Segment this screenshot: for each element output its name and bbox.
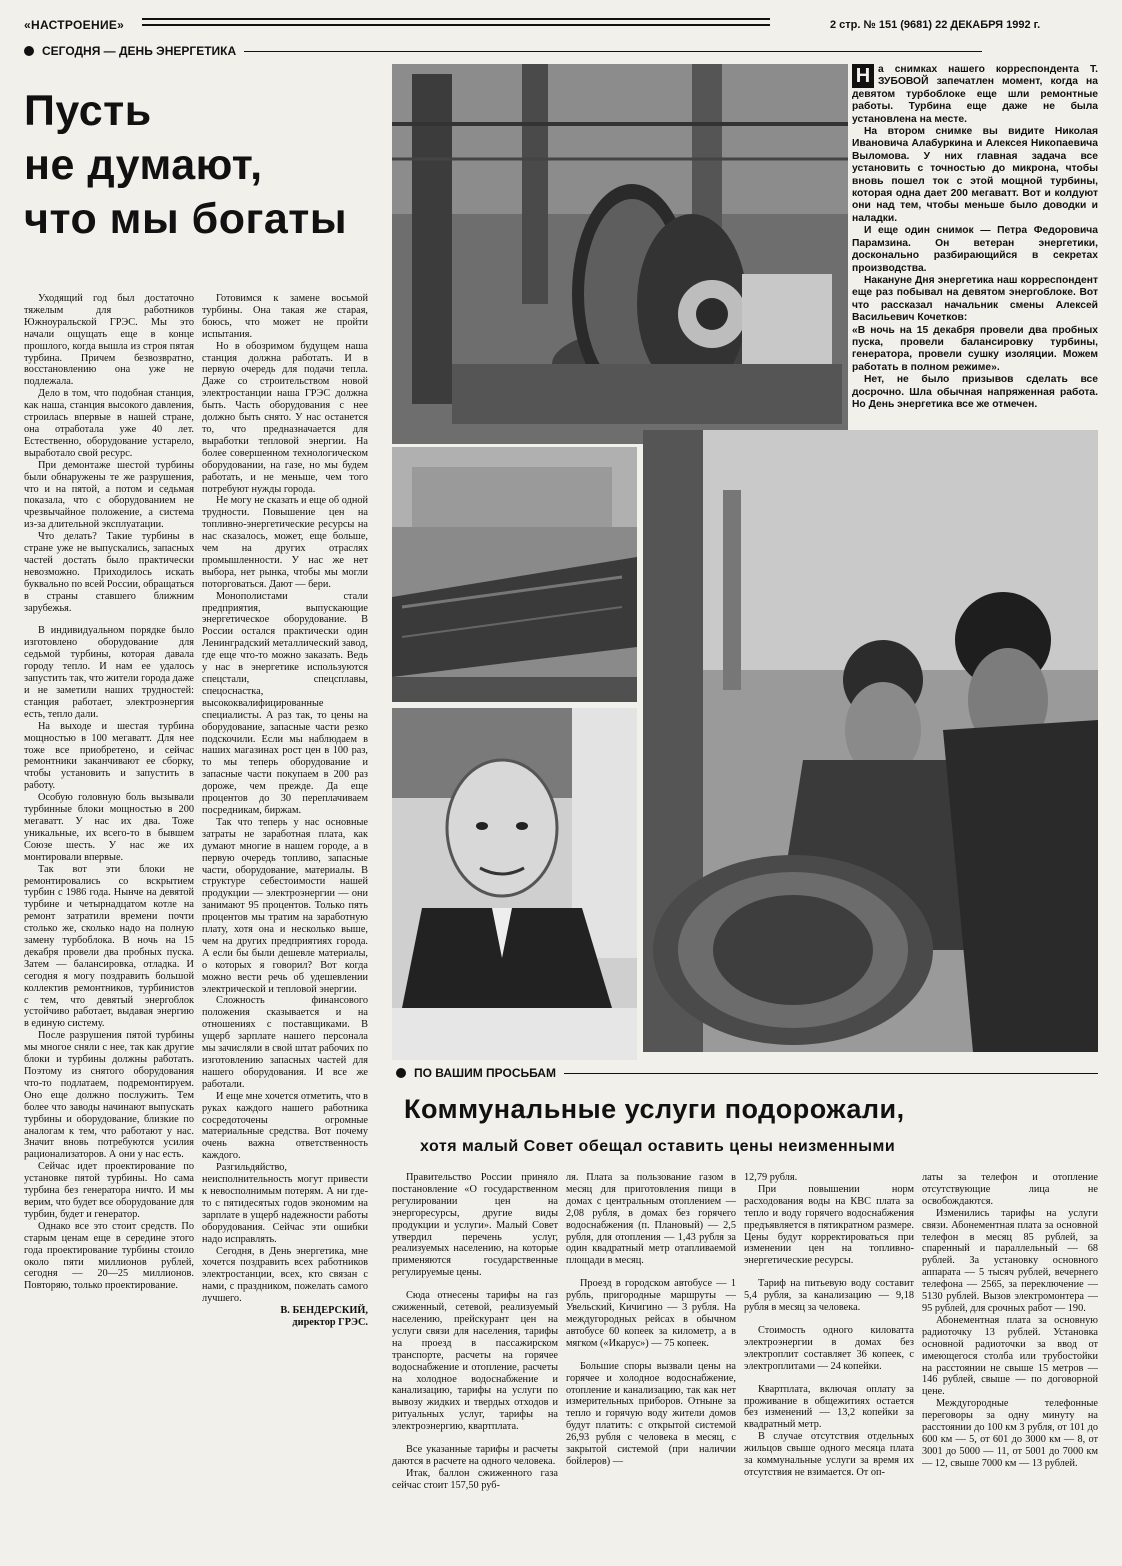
rubric-by-request [396,1066,1098,1080]
photo-workers-generator [643,430,1098,1052]
paragraph: При повышении норм расходования воды на КВС плата за тепло и воду горячего водоснабжения предъявляется в пятикратном размере. Цены будут корректироваться при изменении цен на топливно-энергетические ресурсы. [744,1183,914,1267]
caption-paragraph: а снимках нашего корреспондента Т. ЗУБОВОЙ запечатлен момент, когда на девятом турбоблоке еще шли ремонтные работы. Турбина еще даже не была установлена на месте. [852,64,1098,125]
paragraph: Готовимся к замене восьмой турбины. Она такая же старая, боюсь, что может не пройти испытания. [202,293,368,340]
paragraph: В индивидуальном порядке было изготовлено оборудование для седьмой турбины, которая давала городу тепло. И нам ее удалось запустить так, что жители города даже и не заметили наших трудностей: станция работает, электроэнергия есть, тепло дали. [24,625,194,720]
headline-line: не думают, [24,141,263,189]
paragraph: Сейчас идет проектирование по установке пятой турбины. Но сама турбина без генератора ничто. И мы верим, что будет все оборудование для турбин, будет и генератор. [24,1161,194,1220]
paragraph: Монополистами стали предприятия, выпускающие энергетическое оборудование. В России остался практически один Ленинградский металлический завод, где еще что-то можно заказать. Ведь у нас в энергетике используются спецстали, спецсплавы, спецоснастка, высококвалифицированные специалисты. А раз так, то цены на оборудование, запасные части резко подскочили. Если мы наблюдаем в наших магазинах рост цен в 100 раз, то мы теперь оборудование и запасные части покупаем в 200 раз дороже, чем прежде. Да еще процентов до 30 переплачиваем посредникам, биржам. [202,590,368,816]
paragraph: Уходящий год был достаточно тяжелым для работников Южноуральской ГРЭС. Мы это начали ощущать еще в конце прошлого, когда вышла из строя пятая турбина. Причем безвозвратно, восстановлению она уже не подлежала. [24,293,194,388]
bullet-icon [396,1068,406,1078]
masthead-rule [142,18,770,26]
article2-subheadline: хотя малый Совет обещал оставить цены неизменными [420,1138,896,1155]
paragraph: Но в обозримом будущем наша станция должна работать. И в первую очередь для подачи тепла. Даже со строительством новой электростанции наша ГРЭС должна быть. Часть оборудования с нее должно быть снято. У нас останется то, что предназначается для выработки тепловой энергии. На более совершенном технологическом оборудовании, на газе, но мы будем работать, и не меньше, чем того потребуют нужды города. [202,340,368,495]
paragraph: Абонементная плата за основную радиоточку 13 рублей. Установка основной радиоточки за ввод от имеющегося столба или трубостойки на расстоянии не свыше 15 метров — 146 рублей, свыше — по договорной цене. [922,1314,1098,1398]
rubric-energy-day [24,44,982,58]
headline-line: Пусть [24,87,152,135]
paragraph: Не могу не сказать и еще об одной трудности. Повышение цен на топливно-энергетические ресурсы на нас сказалось, может, еще больше, чем на других отраслях промышленности. У нас же нет выбора, нет рынка, чтобы мы могли поторговаться. Дают — бери. [202,495,368,590]
signature-title: директор ГРЭС. [292,1316,368,1328]
paragraph: ля. Плата за пользование газом в месяц для приготовления пищи в домах с центральным отоплением — 2,08 рубля, в домах без горячего водоснабжения (п. Плановый) — 2,5 рубля, для отопления — 1,43 рубля за один квадратный метр отапливаемой площади в месяц. [566,1172,736,1267]
photo-caption [852,64,1098,452]
paragraph: Сложность финансового положения сказывается и на отношениях с поставщиками. В ущерб зарплате нашего персонала мы зачисляли в свой штат рабочих по изготовлению запасных частей для нашего оборудования. И все же работали. [202,995,368,1090]
paragraph: Что делать? Такие турбины в стране уже не выпускались, запасных частей достать было практически невозможно. Приходилось искать буквально по всей России, обращаться в страны ставшего ближним зарубежья. [24,531,194,614]
paragraph: Сегодня, в День энергетика, мне хочется поздравить всех работников электростанции, всех, кто связан с нами, с праздником, пожелать самого лучшего. [202,1245,368,1305]
article-column-1 [24,293,194,1561]
caption-paragraph: «В ночь на 15 декабря провели два пробных пуска, провели балансировку турбины, генератора, провели сушку изоляции. Можем работать в полном режиме». [852,324,1098,373]
paragraph: При демонтаже шестой турбины были обнаружены те же разрушения, что и на пятой, а потом и седьмая показала, что с оборудованием не чрезвычайное положение, а система из-за длительной эксплуатации. [24,459,194,531]
paragraph: В случае отсутствия отдельных жильцов свыше одного месяца плата за коммунальные услуги за время их отсутствия не взимается. От оп- [744,1431,914,1478]
paragraph: И еще мне хочется отметить, что в руках каждого нашего работника сосредоточены огромные материальные средства. Вот почему очень важна ответственность каждого. [202,1090,368,1162]
paragraph: Итак, баллон сжиженного газа сейчас стоит 157,50 руб- [392,1467,558,1491]
rubric-label: ПО ВАШИМ ПРОСЬБАМ [414,1066,556,1080]
photo-plant-floor [392,447,637,702]
paragraph: После разрушения пятой турбины мы многое сняли с нее, так как другие блоки и турбины должны работать. Поэтому из снятого оборудования что-то подлатаем, подремонтируем. Оно еще должно послужить. Тем более что заводы начинают выпускать турбины и оборудование, близкие по аналогам к тем, что работают у нас. Значит вновь потребуются усилия рационализаторов. А они у нас есть. [24,1030,194,1161]
article2-headline: Коммунальные услуги подорожали, [404,1094,905,1124]
bullet-icon [24,46,34,56]
rubric-label: СЕГОДНЯ — ДЕНЬ ЭНЕРГЕТИКА [42,44,237,58]
paragraph: Квартплата, включая оплату за проживание в общежитиях остается без изменений — 13,2 копейки за квадратный метр. [744,1383,914,1431]
article2-column-3 [744,1172,914,1562]
article2-column-2 [566,1172,736,1562]
paragraph: Все указанные тарифы и расчеты даются в расчете на одного человека. [392,1444,558,1467]
paragraph: Однако все это стоит средств. По старым ценам еще в середине этого года проектирование турбины стоило около пяти миллионов рублей, сегодня — 20—25 миллионов. Повторяю, только проектирование. [24,1220,194,1292]
paragraph: Правительство России приняло постановление «О государственном регулировании цен на энергоресурсы, другие виды продукции и услуги». Малый Совет утвердил перечень услуг, реализуемых населению, на которые применяются государственные регулируемые цены. [392,1172,558,1279]
section-title: «НАСТРОЕНИЕ» [24,18,125,32]
paragraph: Стоимость одного киловатта электроэнергии в домах без электроплит составляет 36 копеек, с электроплитами — 24 копейки. [744,1324,914,1372]
article2-column-1 [392,1172,558,1562]
paragraph: Сюда отнесены тарифы на газ сжиженный, сетевой, реализуемый населению, прейскурант цен на услуги связи для населения, тарифы на проезд в пассажирском транспорте, расчеты на горячее водоснабжение и отопление, расчеты на холодное водоснабжение и канализацию, тарифы на услуги по вывозу жидких и твердых отходов и ритуальных услуг, тарифы на электроэнергию, квартплата. [392,1290,558,1433]
caption-paragraph: На втором снимке вы видите Николая Ивановича Алабуркина и Алексея Никопаевича Выломова. У них главная задача все установить с точностью до микрона, чтобы вновь пошел ток с этой мощной турбины, которая одна дает 200 мегаватт. Вот и колдуют они над тем, чтобы меньше было доводки и наладки. [852,126,1098,224]
paragraph: Тариф на питьевую воду составит 5,4 рубля, за канализацию — 9,18 рубля в месяц за человека. [744,1278,914,1314]
caption-paragraph: Накануне Дня энергетика наш корреспондент еще раз побывал на девятом энергоблоке. Вот что рассказал начальник смены Алексей Васильевич Кочетков: [852,274,1098,324]
issue-info: 2 стр. № 151 (9681) 22 ДЕКАБРЯ 1992 г. [830,19,1041,31]
paragraph: Проезд в городском автобусе — 1 рубль, пригородные маршруты — Увельский, Кичигино — 3 рубля. На междугородных рейсах в обычном автобусе 60 копеек за километр, а в мягком («Икарус») — 75 копеек. [566,1278,736,1349]
article-headline [24,84,384,246]
paragraph: 12,79 рубля. [744,1172,798,1183]
rubric-rule [244,51,982,52]
paragraph: Особую головную боль вызывали турбинные блоки мощностью в 200 мегаватт. У нас их два. Тоже уникальные, их всего-то в бывшем Союзе шесть. У нас же их монтировали впервые. [24,792,194,863]
caption-paragraph: Нет, не было призывов сделать все досрочно. Шла обычная напряженная работа. Но День энергетика все же отмечен. [852,374,1098,410]
caption-paragraph: И еще один снимок — Петра Федоровича Парамзина. Он ветеран энергетики, досконально разбирающийся в секретах производства. [852,225,1098,274]
article2-column-4 [922,1172,1098,1562]
paragraph: латы за телефон и отопление отсутствующие лица не освобождаются. [922,1172,1098,1207]
photo-turbine-rotor [392,64,848,444]
paragraph: Так вот эти блоки не ремонтировались со вскрытием турбин с 1986 года. Нынче на девятой турбине и четырнадцатом котле на ремонт затратили времени почти столько же, сколько надо на полную замену турбоблока. В ночь на 15 декабря провели два пробных пуска. Затем — балансировка, отладка. И сегодня я могу поздравить большой коллектив ремонтников, турбинистов с тем, что девятый энергоблок устойчиво работает, выдавая энергию в единую систему. [24,863,194,1030]
drop-cap: Н [852,64,874,88]
paragraph: Междугородные телефонные переговоры за одну минуту на расстоянии до 100 км 3 рубля, от 101 до 600 км — 5, от 601 до 3000 км — 8, от 3001 до 5000 — 11, от 5001 до 7000 км — 12, свыше 7000 км — 13 рублей. [922,1398,1098,1469]
paragraph: Изменились тарифы на услуги связи. Абонементная плата за основной телефон в месяц 85 рублей, за спаренный и параллельный — 68 рублей. За установку основного аппарата — 5 тысяч рублей, вечернего телефона — 2565, за переключение — 5130 рублей. Вызов электромонтера — 95 рублей, для срочных работ — 190. [922,1207,1098,1314]
paragraph: Большие споры вызвали цены на горячее и холодное водоснабжение, отопление и канализацию, так как нет измерительных приборов. Отныне за тепло и горячую воду жители домов будут платить: с открытой системой 26,93 рубля с человека в месяц, с закрытой системой (при наличии бойлеров) — [566,1360,736,1467]
paragraph: Так что теперь у нас основные затраты не заработная плата, как думают многие в нашем городе, а в первую очередь топливо, запасные части, оборудование, материалы. В структуре себестоимости нашей продукции — электроэнергии — они занимают 95 процентов. Только пять процентов мы тратим на заработную плату, хотя она и несколько выше, чем на других предприятиях города. А если бы были дешевле материалы, о которых я говорил? Вот когда можно вести речь об удешевлении электрической и тепловой энергии. [202,816,368,995]
photo-portrait-veteran [392,708,637,1060]
paragraph: На выходе и шестая турбина мощностью в 100 мегаватт. Для нее тоже все приобретено, и сейчас ремонтники заканчивают ее сборку, чтобы установить и запустить в работу. [24,720,194,792]
rubric-rule [564,1073,1098,1074]
headline-line: что мы богаты [24,195,348,243]
signature-name: В. БЕНДЕРСКИЙ, [280,1305,368,1317]
paragraph: Разгильдяйство, неисполнительность могут привести к невосполнимым потерям. А ни где-то с пятидесятых годов экономим на зарплате в ущерб надежности работы оборудования. Сейчас эти ошибки надо исправлять. [202,1162,368,1245]
paragraph: Дело в том, что подобная станция, как наша, станция высокого давления, строилась впервые в нашей стране, она отработала уже 40 лет. Естественно, оборудование устарело, выработало свой ресурс. [24,388,194,459]
article-column-2 [202,293,368,1561]
